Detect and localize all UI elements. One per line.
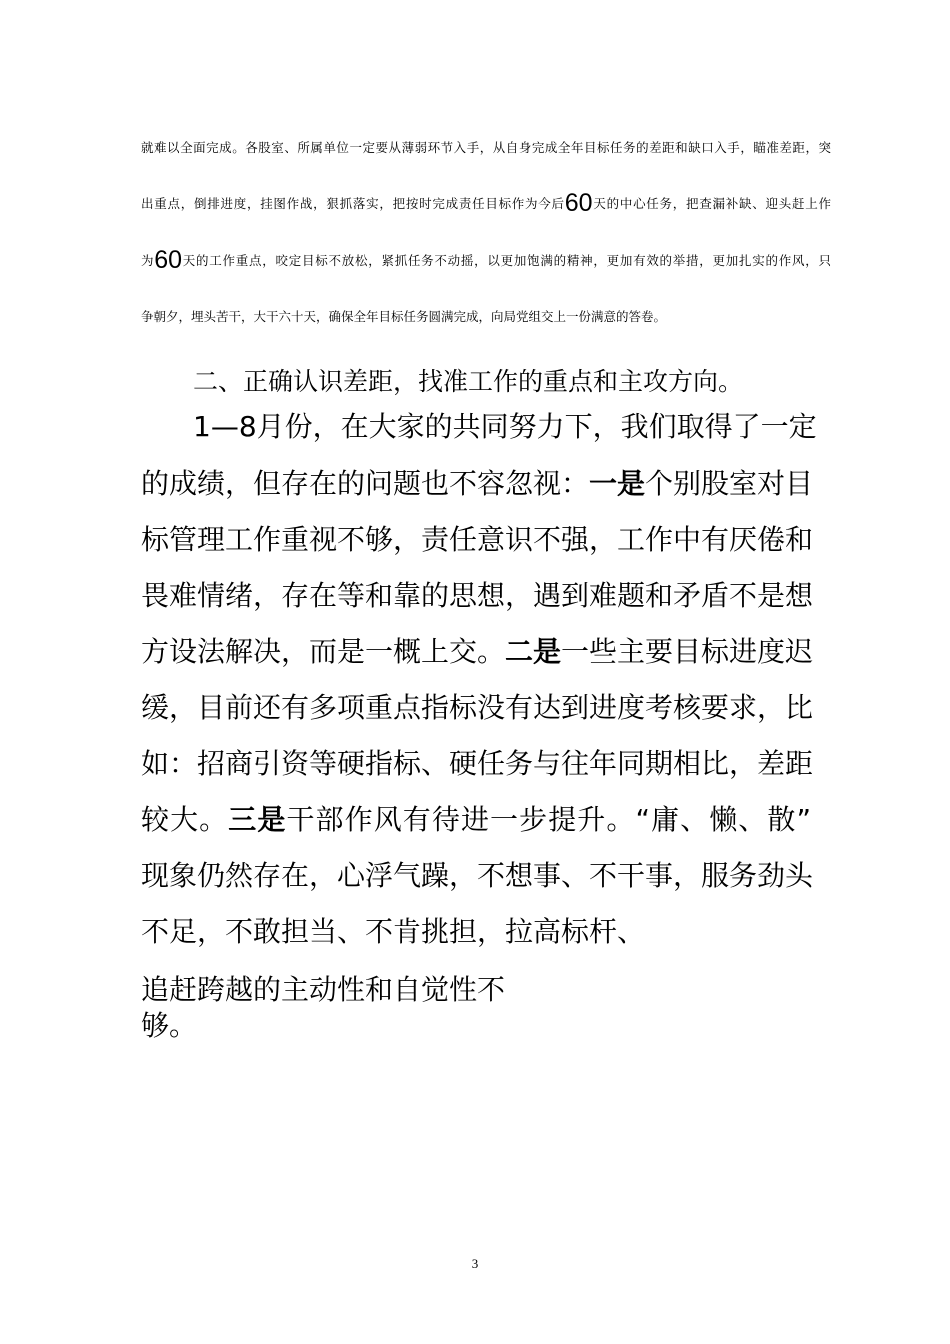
number-sixty: 60: [154, 246, 183, 274]
number-sixty: 60: [564, 189, 593, 217]
body-line: 缓，目前还有多项重点指标没有达到进度考核要求，比: [141, 691, 814, 724]
small-paragraph-line-1: 就难以全面完成。各股室、所属单位一定要从薄弱环节入手，从自身完成全年目标任务的差距和缺口入手，瞄准差距，突: [141, 140, 831, 155]
body-line: 方设法解决，而是一概上交。二是一些主要目标进度迟: [141, 635, 814, 668]
section-heading: 二、正确认识差距，找准工作的重点和主攻方向。: [193, 367, 744, 396]
small-paragraph-line-4: 争朝夕，埋头苦干，大干六十天，确保全年目标任务圆满完成，向局党组交上一份满意的答卷。: [141, 309, 667, 324]
small-paragraph-line-2: 出重点，倒排进度，挂图作战，狠抓落实，把按时完成责任目标作为今后60天的中心任务，把查漏补缺、迎头赶上作: [141, 189, 831, 217]
emphasis-third: 三是: [228, 803, 287, 836]
body-line: 畏难情绪，存在等和靠的思想，遇到难题和矛盾不是想: [141, 579, 814, 612]
body-line: 的成绩，但存在的问题也不容忽视：一是个别股室对目: [141, 467, 814, 500]
small-paragraph-line-3: 为60天的工作重点，咬定目标不放松，紧抓任务不动摇，以更加饱满的精神，更加有效的举措，更加扎实的作风，只: [141, 246, 831, 274]
emphasis-first: 一是: [589, 467, 646, 500]
body-line: 不足，不敢担当、不肯挑担，拉高标杆、: [141, 915, 646, 948]
body-line: 如：招商引资等硬指标、硬任务与往年同期相比，差距: [141, 747, 814, 780]
body-line: 够。: [141, 1009, 198, 1042]
body-line: 标管理工作重视不够，责任意识不强，工作中有厌倦和: [141, 523, 814, 556]
body-line: 较大。三是干部作风有待进一步提升。“庸、懒、散”: [141, 803, 811, 836]
body-line: 追赶跨越的主动性和自觉性不: [141, 973, 506, 1006]
page-number: 3: [471, 1256, 479, 1271]
body-line: 1—8月份，在大家的共同努力下，我们取得了一定: [193, 410, 817, 443]
emphasis-second: 二是: [505, 635, 562, 668]
body-line: 现象仍然存在，心浮气躁，不想事、不干事，服务劲头: [141, 859, 814, 892]
